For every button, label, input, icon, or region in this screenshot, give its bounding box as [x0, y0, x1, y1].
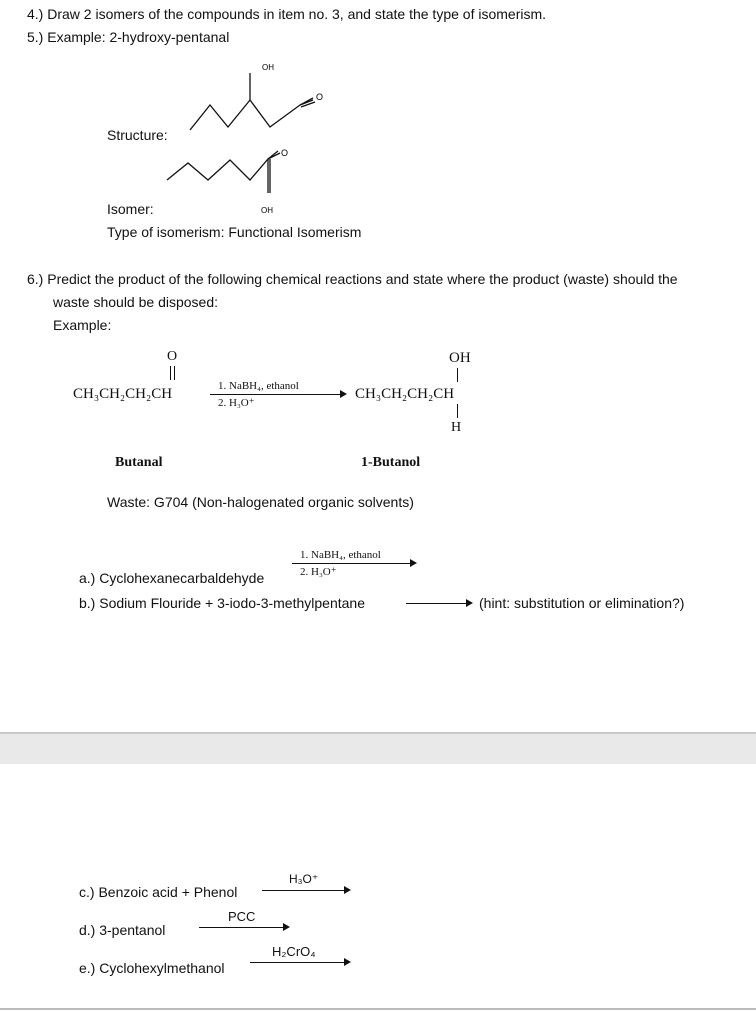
- product-oh: OH: [449, 350, 471, 366]
- d-arrow: [199, 927, 285, 928]
- carbonyl-bond-2: [174, 366, 175, 380]
- reaction-arrowhead: [340, 390, 347, 398]
- a-reagent-line-1: 1. NaBH₄, ethanol: [300, 549, 381, 561]
- question-6-line1: 6.) Predict the product of the following chemical reactions and state where the product (waste) should the: [27, 271, 678, 287]
- reagent-line-1: 1. NaBH₄, ethanol: [218, 380, 299, 392]
- product-name: 1-Butanol: [361, 455, 421, 470]
- c-reagent: H₃O⁺: [289, 872, 319, 886]
- product-h: H: [451, 420, 462, 435]
- item-c: c.) Benzoic acid + Phenol: [79, 884, 238, 900]
- o-label-top: O: [316, 92, 324, 102]
- product-bond-up: [457, 368, 458, 382]
- oh-label-top: OH: [262, 63, 274, 72]
- item-e: e.) Cyclohexylmethanol: [79, 960, 225, 976]
- c-arrow: [262, 890, 346, 891]
- structure-label: Structure:: [107, 127, 168, 143]
- isomerism-type: Type of isomerism: Functional Isomerism: [107, 224, 362, 240]
- reactant-oxygen: O: [167, 349, 178, 364]
- e-arrow: [250, 962, 346, 963]
- a-reagent-line-2: 2. H₃O⁺: [300, 566, 337, 578]
- e-arrowhead: [344, 958, 351, 966]
- skeletal-structures: [150, 55, 350, 220]
- o-label-bottom: O: [281, 148, 289, 158]
- item-b: b.) Sodium Flouride + 3-iodo-3-methylpentane: [79, 595, 365, 611]
- reactant-name: Butanal: [115, 455, 163, 470]
- b-arrow: [406, 603, 468, 604]
- oh-label-bottom: OH: [261, 206, 273, 215]
- question-4: 4.) Draw 2 isomers of the compounds in item no. 3, and state the type of isomerism.: [27, 6, 547, 22]
- b-hint: (hint: substitution or elimination?): [479, 595, 685, 611]
- question-6-line2: waste should be disposed:: [53, 294, 218, 310]
- carbonyl-bond-1: [170, 366, 171, 380]
- b-arrowhead: [466, 599, 473, 607]
- item-d: d.) 3-pentanol: [79, 922, 166, 938]
- c-arrowhead: [344, 886, 351, 894]
- structure-isomer: [167, 151, 280, 193]
- bottom-border: [0, 1008, 756, 1010]
- reagent-line-2: 2. H₃O⁺: [218, 397, 255, 409]
- a-arrowhead: [410, 559, 417, 567]
- question-5: 5.) Example: 2-hydroxy-pentanal: [27, 29, 230, 45]
- waste-info: Waste: G704 (Non-halogenated organic solvents): [107, 494, 414, 510]
- product-bond-down: [457, 404, 458, 418]
- d-arrowhead: [283, 923, 290, 931]
- item-a: a.) Cyclohexanecarbaldehyde: [79, 570, 265, 586]
- isomer-label: Isomer:: [107, 201, 154, 217]
- d-reagent: PCC: [228, 909, 256, 924]
- e-reagent: H₂CrO₄: [272, 944, 316, 959]
- page-separator: [0, 732, 756, 764]
- product-formula: CH₃CH₂CH₂CH: [355, 386, 455, 402]
- structure-2-hydroxy-pentanal: [190, 73, 315, 130]
- example-label: Example:: [53, 317, 112, 333]
- reactant-formula: CH₃CH₂CH₂CH: [73, 386, 173, 402]
